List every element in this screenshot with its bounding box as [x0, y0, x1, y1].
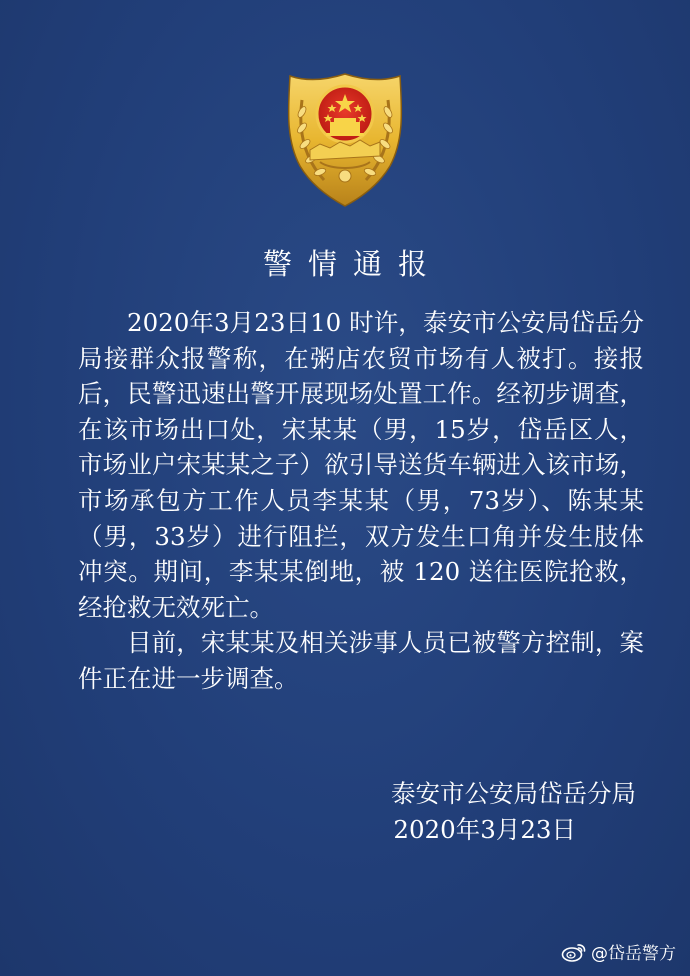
notice-body [78, 305, 644, 697]
weibo-watermark [561, 939, 676, 964]
police-emblem-icon [280, 70, 410, 210]
watermark-handle: @岱岳警方 [591, 944, 676, 964]
notice-title: 警情通报 [262, 247, 443, 281]
weibo-icon [561, 942, 587, 962]
notice-paragraph-2: 目前，宋某某及相关涉事人员已被警方控制，案件正在进一步调查。 [78, 628, 644, 693]
notice-paragraph-1: 2020年3月23日10 时许，泰安市公安局岱岳分局接群众报警称，在粥店农贸市场有人被打。接报后，民警迅速出警开展现场处置工作。经初步调查，在该市场出口处，宋某某（男，15岁，岱岳区人，市场业户宋某某之子）欲引导送货车辆进入该市场，市场承包方工作人员李某某（男，73岁）、陈某某（男，33岁）进行阻拦，双方发生口角并发生肢体冲突。期间，李某某倒地，被 120 送往医院抢救，经抢救无效死亡。 [78, 308, 644, 622]
signature-date: 2020年3月23日 [393, 815, 576, 844]
signature-block [391, 776, 636, 848]
signature-organization: 泰安市公安局岱岳分局 [391, 779, 636, 808]
